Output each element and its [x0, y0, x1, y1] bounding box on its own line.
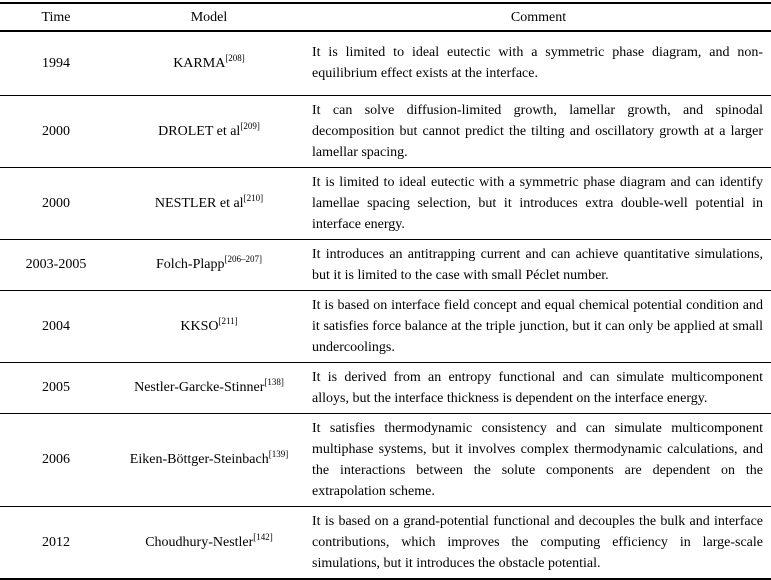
cell-model	[112, 31, 306, 95]
table-row	[0, 506, 771, 579]
cell-comment: It is limited to ideal eutectic with a symmetric phase diagram, and non-equilibrium effect exists at the interface.	[312, 45, 763, 82]
model-name: DROLET et al	[158, 123, 241, 139]
cell-comment: It can solve diffusion-limited growth, lamellar growth, and spinodal decomposition but cannot predict the tilting and oscillatory growth at a larger lamellar spacing.	[312, 102, 763, 160]
model-reference: [208]	[225, 52, 245, 63]
cell-time: 2006	[42, 452, 70, 467]
model-name: NESTLER et al	[154, 195, 244, 211]
cell-time: 2005	[42, 380, 70, 395]
model-name: Eiken-Böttger-Steinbach	[129, 452, 269, 467]
header-model: Model	[190, 9, 228, 25]
model-name: KKSO	[180, 318, 219, 334]
model-reference: [142]	[253, 531, 273, 542]
model-name: Nestler-Garcke-Stinner	[134, 380, 265, 395]
model-reference: [209]	[240, 120, 260, 131]
cell-model	[112, 506, 306, 579]
table-row	[0, 239, 771, 290]
model-reference: [138]	[264, 377, 284, 387]
cell-comment: It introduces an antitrapping current and can achieve quantitative simulations, but it is limited to the case with small Péclet number.	[312, 246, 763, 283]
model-name: KARMA	[173, 55, 226, 71]
model-name: Folch-Plapp	[156, 257, 225, 272]
model-reference: [139]	[268, 449, 289, 459]
cell-time: 1994	[42, 55, 70, 71]
cell-model	[112, 239, 306, 290]
cell-time: 2012	[42, 534, 70, 550]
cell-comment: It is based on interface field concept and equal chemical potential condition and it satisfies force balance at the triple junction, but it can only be applied at small undercoolings.	[312, 297, 763, 355]
cell-time: 2000	[42, 195, 70, 211]
cell-model	[112, 290, 306, 362]
table-row	[0, 167, 771, 239]
model-name: Choudhury-Nestler	[145, 534, 254, 550]
model-reference: [210]	[243, 192, 264, 203]
table-row	[0, 31, 771, 95]
model-reference: [206–207]	[224, 254, 262, 264]
table-row	[0, 413, 771, 506]
cell-time: 2004	[42, 318, 70, 334]
table-header-row	[0, 3, 771, 31]
cell-model	[112, 95, 306, 167]
cell-time: 2000	[42, 123, 70, 139]
model-reference: [211]	[218, 315, 238, 326]
cell-comment: It is limited to ideal eutectic with a symmetric phase diagram and can identify lamellae spacing selection, but it introduces extra double-well potential in interface energy.	[312, 174, 763, 232]
header-comment: Comment	[510, 9, 567, 25]
phase-field-models-table	[0, 2, 771, 580]
header-time: Time	[41, 9, 71, 25]
table-row	[0, 362, 771, 413]
table-row	[0, 95, 771, 167]
cell-comment: It is derived from an entropy functional and can simulate multicomponent alloys, but the interface thickness is dependent on the interface energy.	[312, 369, 763, 406]
table-row	[0, 290, 771, 362]
cell-time: 2003-2005	[25, 257, 87, 272]
cell-model	[112, 167, 306, 239]
cell-comment: It is based on a grand-potential functional and decouples the bulk and interface contributions, which improves the computing efficiency in large-scale simulations, but it introduces the obstacle potential.	[312, 513, 763, 571]
cell-model	[112, 413, 306, 506]
cell-comment: It satisfies thermodynamic consistency and can simulate multicomponent multiphase systems, but it involves complex thermodynamic calculations, and the interactions between the solute components are dependent on the extrapolation scheme.	[312, 420, 763, 499]
cell-model	[112, 362, 306, 413]
